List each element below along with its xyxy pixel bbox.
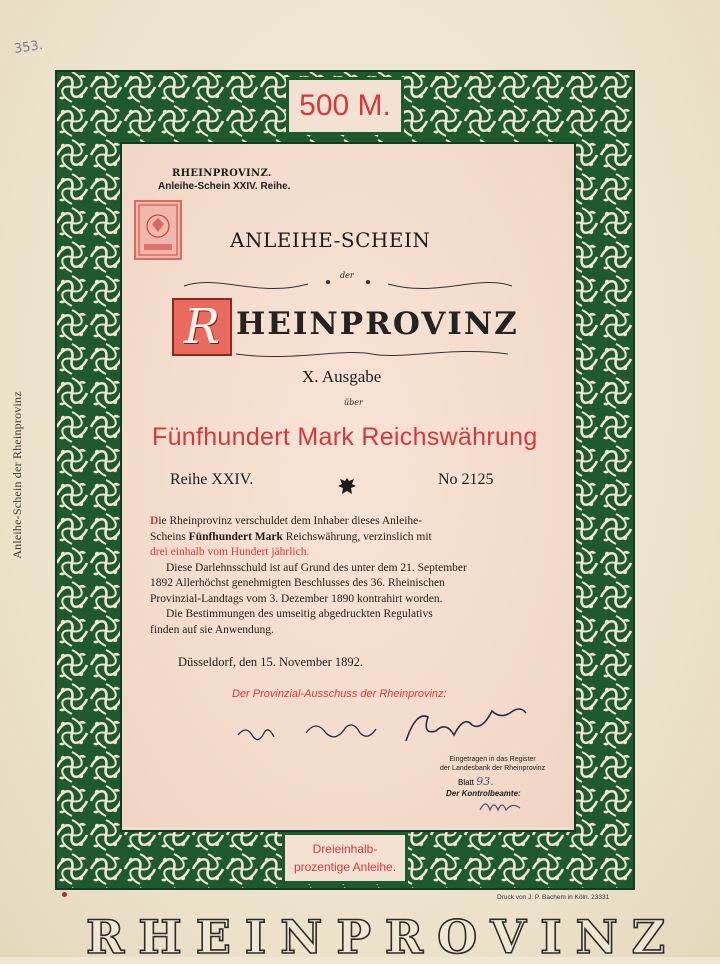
terms-line: Die Bestimmungen des umseitig abgedruckten Regulativs <box>166 608 433 620</box>
bottom-label-box: Dreieinhalb- prozentige Anleihe. <box>282 832 408 884</box>
illuminated-initial: R <box>172 298 232 356</box>
controller-label: Der Kontrolbeamte: <box>446 789 521 798</box>
title-connector: der <box>340 271 354 280</box>
edition: X. Ausgabe <box>302 367 382 386</box>
terms-line: Provinzial-Landtags vom 3. Dezember 1890 kontrahirt worden. <box>150 592 443 605</box>
place-date: Düsseldorf, den 15. November 1892. <box>178 655 364 669</box>
interest-rate-line: drei einhalb vom Hundert jährlich. <box>150 546 310 558</box>
denomination-box <box>286 77 404 135</box>
tax-stamp <box>134 200 182 260</box>
committee-label: Der Provinzial-Ausschuss der Rheinprovinz: <box>232 688 447 700</box>
register-note: Eingetragen in das Register der Landesbank der Rheinprovinz <box>440 756 546 772</box>
red-dot <box>62 892 67 897</box>
certificate-number: No 2125 <box>438 471 494 488</box>
series-label: Reihe XXIV. <box>170 471 254 488</box>
terms-line: Scheins Fünfhundert Mark Reichswährung, verzinslich mit <box>150 530 432 543</box>
document-title: ANLEIHE-SCHEIN <box>230 228 431 252</box>
coupon-strip-heading: RHEINPROVINZ <box>86 910 680 964</box>
terms-line: 1892 Allerhöchst genehmigten Beschlusses des 36. Rheinischen <box>150 577 445 589</box>
terms-line: Die Rheinprovinz verschuldet dem Inhaber dieses Anleihe- <box>150 515 423 527</box>
header-province: RHEINPROVINZ. <box>172 168 272 179</box>
terms-line: Diese Darlehnsschuld ist auf Grund des unter dem 21. September <box>166 561 467 574</box>
pencil-annotation: 353. <box>13 38 44 57</box>
province-name: HEINPROVINZ <box>236 306 519 342</box>
terms-line: finden auf sie Anwendung. <box>150 623 274 636</box>
printer-imprint: Druck von J. P. Bachem in Köln. 23331 <box>497 894 610 901</box>
denomination-value: 500 M. <box>299 89 391 122</box>
amount-connector: über <box>344 398 363 407</box>
controller-signature <box>478 796 528 820</box>
drop-initial: D <box>150 515 159 527</box>
side-caption: Anleihe-Schein der Rheinprovinz <box>10 391 24 559</box>
register-sheet: Blatt 93. <box>458 775 494 788</box>
terms-text <box>150 514 570 638</box>
header-series: Anleihe-Schein XXIV. Reihe. <box>158 181 291 192</box>
flourish-bottom <box>232 346 512 362</box>
eagle-icon <box>335 475 359 503</box>
signatures <box>236 705 566 759</box>
amount-text: Fünfhundert Mark Reichswährung <box>152 423 538 451</box>
